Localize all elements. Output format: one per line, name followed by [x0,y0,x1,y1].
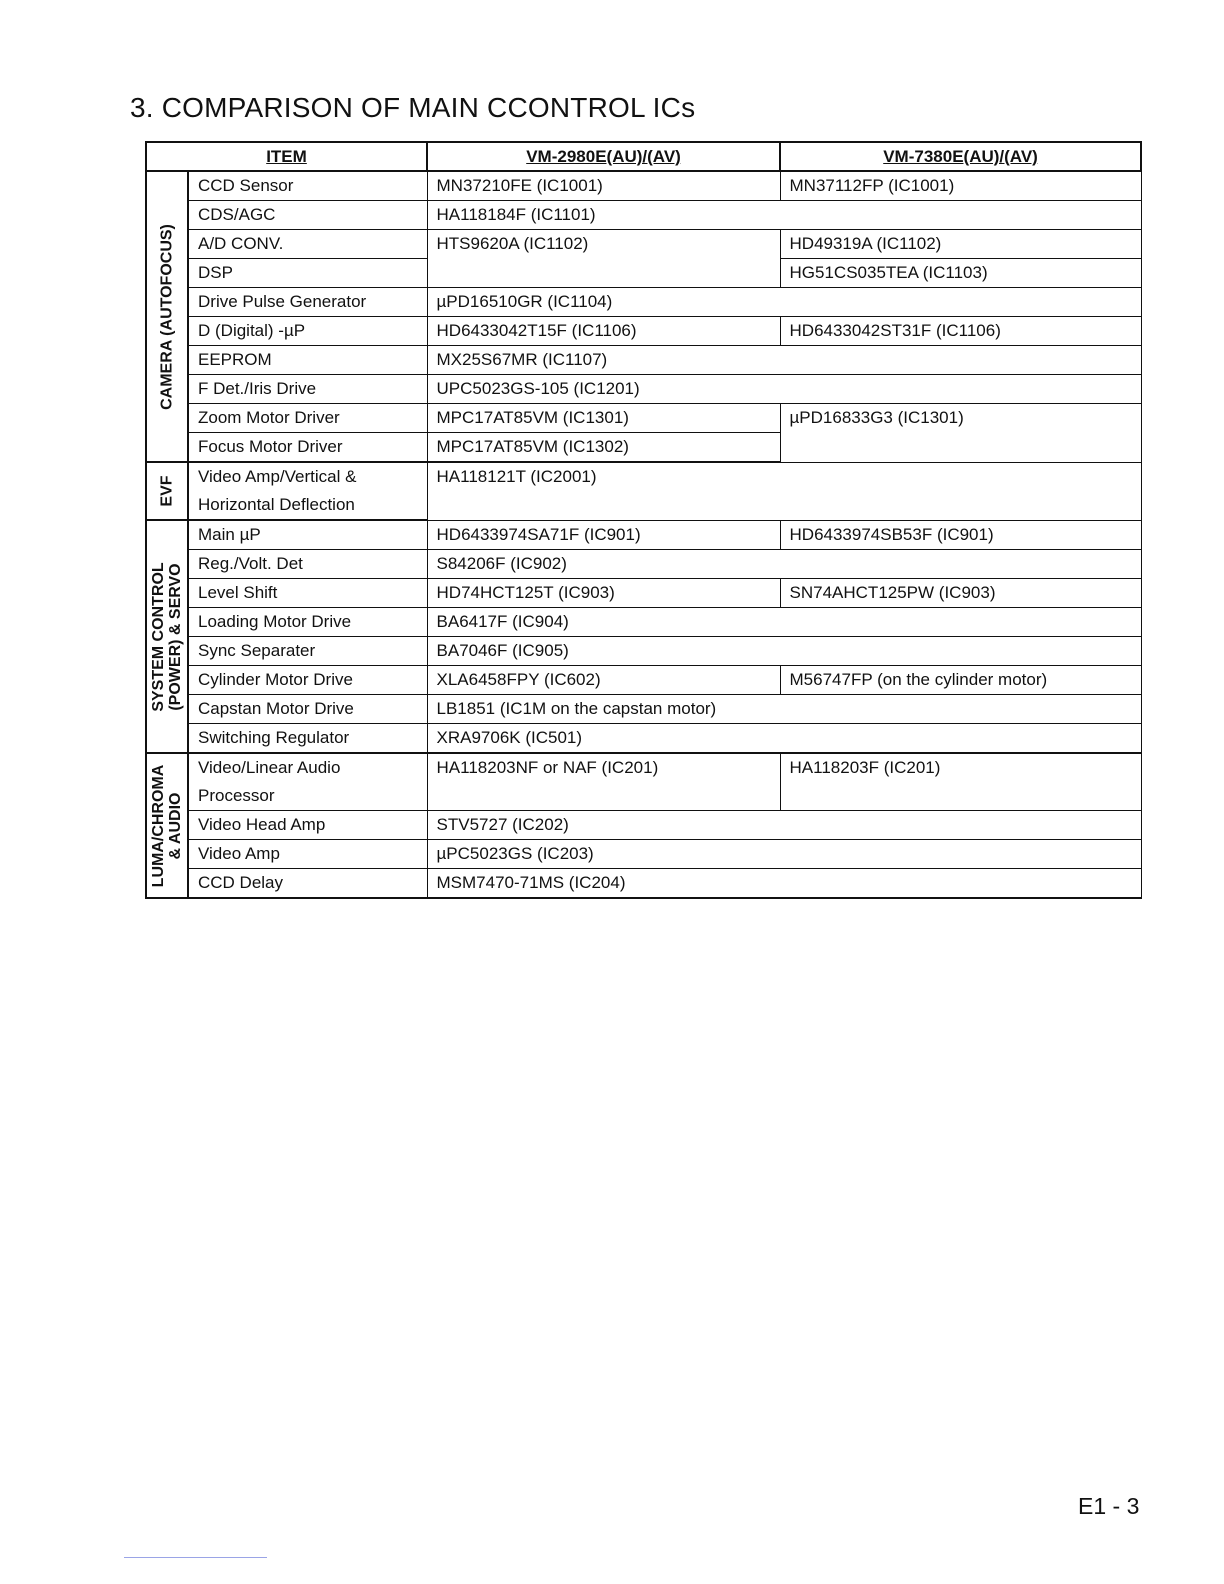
cell-item: Video Amp [188,840,427,869]
table-row [146,550,1141,579]
table-row [146,201,1141,230]
table-row [146,695,1141,724]
cell-item: CCD Sensor [188,171,427,201]
cell-common: XRA9706K (IC501) [427,724,1141,754]
cell-item: D (Digital) -µP [188,317,427,346]
page-title: 3. COMPARISON OF MAIN CCONTROL ICs [130,92,696,123]
cell-item: Switching Regulator [188,724,427,754]
header-vm-2980e: VM-2980E(AU)/(AV) [427,142,780,171]
cell-item: Level Shift [188,579,427,608]
cell-common: MSM7470-71MS (IC204) [427,869,1141,899]
table-row [146,579,1141,608]
table-row [146,753,1141,782]
cell-item: Horizontal Deflection [188,491,427,520]
table-row [146,171,1141,201]
cell-item: Drive Pulse Generator [188,288,427,317]
cell-common: HA118121T (IC2001) [427,462,1141,520]
group-luma-chroma [146,753,188,898]
group-label-evf: EVF [158,475,176,507]
table-row [146,869,1141,899]
cell-vm7380: HG51CS035TEA (IC1103) [780,259,1141,288]
cell-item: Reg./Volt. Det [188,550,427,579]
table-row [146,288,1141,317]
header-vm-7380e: VM-7380E(AU)/(AV) [780,142,1141,171]
cell-vm7380: HD6433974SB53F (IC901) [780,520,1141,550]
cell-item: Zoom Motor Driver [188,404,427,433]
table-row [146,230,1141,259]
cell-item: Processor [188,782,427,811]
cell-common: BA6417F (IC904) [427,608,1141,637]
table-row [146,462,1141,491]
ic-comparison-table [145,141,1142,899]
cell-item: Loading Motor Drive [188,608,427,637]
group-camera [146,171,188,462]
cell-vm7380: MN37112FP (IC1001) [780,171,1141,201]
cell-item: EEPROM [188,346,427,375]
group-evf [146,462,188,520]
cell-vm7380: HA118203F (IC201) [780,753,1141,811]
table-row [146,404,1141,433]
table-row [146,637,1141,666]
cell-vm2980: HD6433042T15F (IC1106) [427,317,780,346]
table-row [146,375,1141,404]
cell-common: STV5727 (IC202) [427,811,1141,840]
cell-item: A/D CONV. [188,230,427,259]
group-label-luma-chroma: LUMA/CHROMA & AUDIO [150,764,184,887]
cell-item: Capstan Motor Drive [188,695,427,724]
cell-vm2980: MPC17AT85VM (IC1301) [427,404,780,433]
cell-vm2980: HA118203NF or NAF (IC201) [427,753,780,811]
cell-common: HA118184F (IC1101) [427,201,1141,230]
cell-item: Video Amp/Vertical & [188,462,427,491]
table-row [146,666,1141,695]
cell-vm2980: MPC17AT85VM (IC1302) [427,433,780,463]
cell-item: CCD Delay [188,869,427,899]
cell-vm2980: MN37210FE (IC1001) [427,171,780,201]
cell-item: CDS/AGC [188,201,427,230]
cell-common: S84206F (IC902) [427,550,1141,579]
cell-item: Focus Motor Driver [188,433,427,463]
cell-vm2980: HD74HCT125T (IC903) [427,579,780,608]
cell-vm7380: HD49319A (IC1102) [780,230,1141,259]
table-header-row [146,142,1141,171]
group-system-control [146,520,188,753]
table-row [146,811,1141,840]
cell-vm7380: µPD16833G3 (IC1301) [780,404,1141,463]
cell-vm7380: SN74AHCT125PW (IC903) [780,579,1141,608]
header-item: ITEM [146,142,427,171]
cell-common: LB1851 (IC1M on the capstan motor) [427,695,1141,724]
cell-item: F Det./Iris Drive [188,375,427,404]
cell-item: Video/Linear Audio [188,753,427,782]
table-row [146,346,1141,375]
cell-common: UPC5023GS-105 (IC1201) [427,375,1141,404]
footer-rule [124,1557,267,1558]
cell-item: Sync Separater [188,637,427,666]
page-number: E1 - 3 [1078,1493,1140,1519]
cell-common: MX25S67MR (IC1107) [427,346,1141,375]
group-label-system-control: SYSTEM CONTROL (POWER) & SERVO [150,561,184,712]
cell-item: DSP [188,259,427,288]
cell-vm7380: HD6433042ST31F (IC1106) [780,317,1141,346]
cell-vm2980: XLA6458FPY (IC602) [427,666,780,695]
cell-item: Cylinder Motor Drive [188,666,427,695]
cell-common: BA7046F (IC905) [427,637,1141,666]
cell-vm2980: HTS9620A (IC1102) [427,230,780,288]
cell-common: µPC5023GS (IC203) [427,840,1141,869]
cell-item: Video Head Amp [188,811,427,840]
cell-vm2980: HD6433974SA71F (IC901) [427,520,780,550]
cell-common: µPD16510GR (IC1104) [427,288,1141,317]
table-row [146,840,1141,869]
table-row [146,608,1141,637]
cell-item: Main µP [188,520,427,550]
table-row [146,724,1141,754]
group-label-camera: CAMERA (AUTOFOCUS) [158,223,176,410]
table-row [146,317,1141,346]
cell-vm7380: M56747FP (on the cylinder motor) [780,666,1141,695]
table-row [146,520,1141,550]
